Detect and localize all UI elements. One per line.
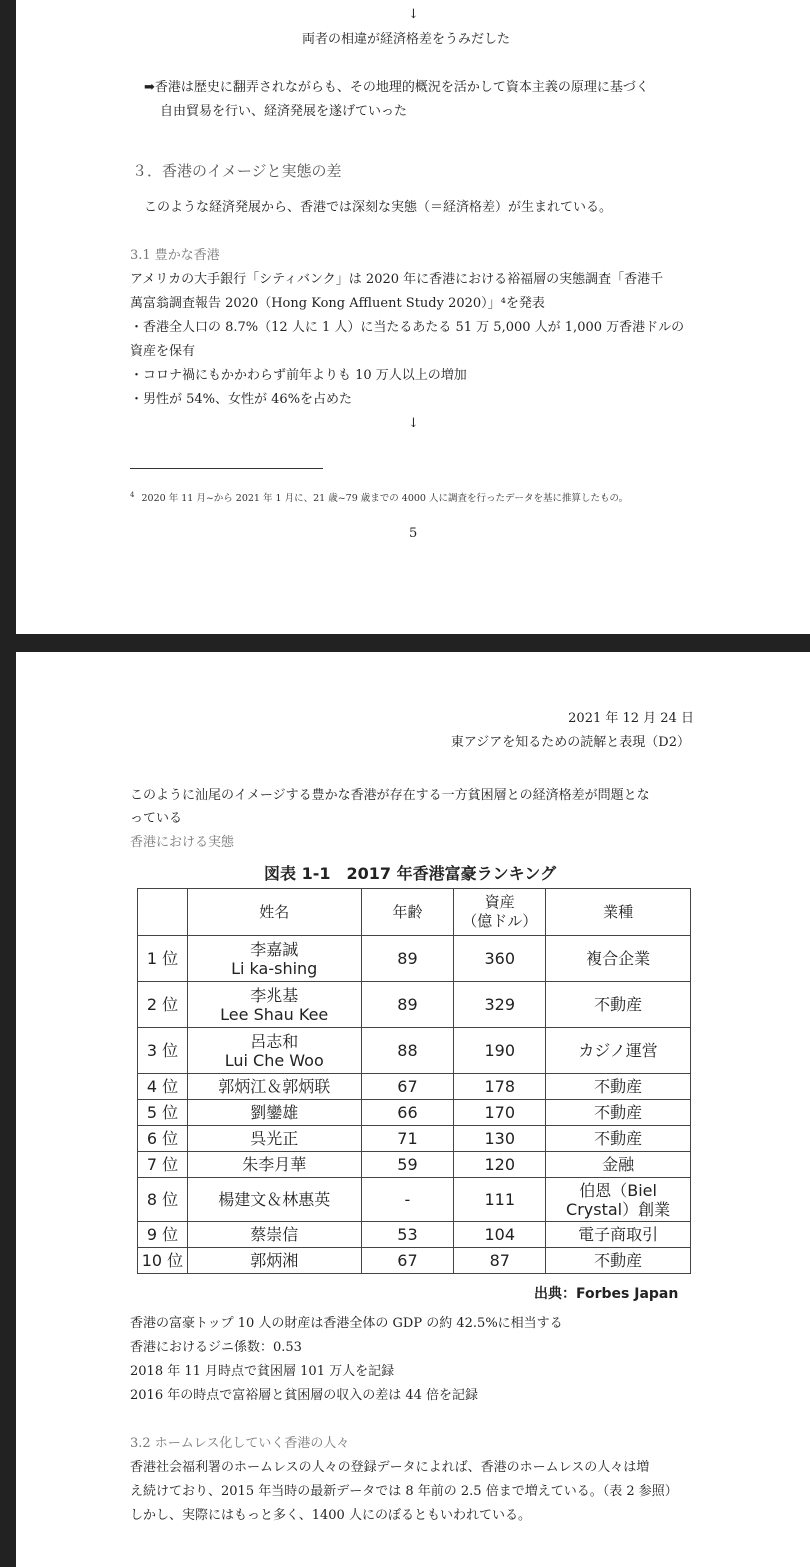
age-cell	[361, 1126, 454, 1152]
rank-cell	[138, 982, 188, 1028]
rank-cell	[138, 1126, 188, 1152]
name-cell-text: 郭炳湘	[250, 1251, 299, 1270]
age-cell-text: 71	[397, 1129, 418, 1148]
age-cell-text: 89	[397, 995, 418, 1014]
name-cell	[187, 1178, 361, 1222]
bullet-line-1: ➡香港は歴史に翻弄されながらも、その地理的概況を活かして資本主義の原理に基づく	[144, 80, 649, 95]
assets-cell	[454, 1222, 546, 1248]
bullet-item: ・香港全人口の 8.7%（12 人に 1 人）に当たるあたる 51 万 5,000 人が 1,000 万香港ドルの	[130, 320, 685, 335]
document-page-6	[16, 652, 810, 1567]
paragraph-line: 香港社会福利署のホームレスの人々の登録データによれば、香港のホームレスの人々は増	[130, 1460, 650, 1475]
name-cell	[187, 1222, 361, 1248]
header-assets	[454, 889, 546, 936]
industry-cell	[546, 936, 691, 982]
name-cell	[187, 1100, 361, 1126]
rank-cell-text: 9 位	[146, 1225, 179, 1244]
name-cell-text: 呂志和	[250, 1031, 299, 1051]
industry-cell	[546, 1100, 691, 1126]
age-cell	[361, 1152, 454, 1178]
section-3-heading: ３．香港のイメージと実態の差	[132, 162, 342, 180]
industry-cell-text: カジノ運営	[578, 1041, 658, 1060]
industry-cell	[546, 1074, 691, 1100]
header-industry: 業種	[546, 889, 691, 936]
table-row	[138, 1248, 691, 1274]
industry-cell-text: 金融	[602, 1155, 635, 1174]
header-assets-line2: （億ドル）	[462, 912, 538, 930]
footnote-mark: 4	[130, 491, 135, 499]
age-cell-text: 66	[397, 1103, 418, 1122]
assets-cell-text: 130	[484, 1129, 516, 1148]
age-cell	[361, 1028, 454, 1074]
rank-cell	[138, 1222, 188, 1248]
rank-cell-text: 7 位	[146, 1155, 179, 1174]
name-cell-text-line2: Lui Che Woo	[224, 1050, 324, 1070]
rank-cell-text: 6 位	[146, 1129, 179, 1148]
header-date: 2021 年 12 月 24 日	[568, 711, 694, 726]
age-cell	[361, 1178, 454, 1222]
fact-line: 香港の富豪トップ 10 人の財産は香港全体の GDP の約 42.5%に相当する	[130, 1316, 563, 1331]
age-cell-text: 89	[397, 949, 418, 968]
age-cell	[361, 1074, 454, 1100]
bullet-line-2: 自由貿易を行い、経済発展を遂げていった	[160, 104, 408, 119]
bullet-item-cont: 資産を保有	[130, 344, 196, 359]
footnote	[130, 486, 628, 508]
rank-cell	[138, 936, 188, 982]
name-cell-text: 李兆基	[250, 985, 299, 1005]
age-cell-text: 67	[397, 1077, 418, 1096]
assets-cell-text: 360	[484, 949, 516, 968]
fact-line: 2018 年 11 月時点で貧困層 101 万人を記録	[130, 1364, 395, 1379]
name-cell-text: 楊建文＆林惠英	[218, 1190, 331, 1209]
age-cell-text: 67	[397, 1251, 418, 1270]
age-cell-text: 53	[397, 1225, 418, 1244]
name-cell-text: 李嘉誠	[250, 939, 299, 959]
table-row	[138, 1178, 691, 1222]
footnote-text: 2020 年 11 月~から 2021 年 1 月に、21 歳~79 歳までの 4000 人に調査を行ったデータを基に推算したもの。	[141, 493, 629, 505]
intro-line-2: っている	[130, 811, 183, 826]
industry-cell	[546, 1248, 691, 1274]
age-cell-text: 59	[397, 1155, 418, 1174]
name-cell-text: 劉鑾雄	[250, 1103, 299, 1122]
down-arrow-icon: ↓	[408, 7, 419, 22]
bullet-item: ・コロナ禍にもかかわらず前年よりも 10 万人以上の増加	[130, 368, 467, 383]
rank-cell-text: 1 位	[146, 949, 179, 968]
age-cell	[361, 1248, 454, 1274]
name-cell	[187, 1074, 361, 1100]
rank-cell-text: 8 位	[146, 1190, 179, 1209]
table-row	[138, 1074, 691, 1100]
assets-cell-text: 87	[489, 1251, 510, 1270]
industry-cell	[546, 1222, 691, 1248]
table-row	[138, 1100, 691, 1126]
paragraph-line: しかし、実際にはもっと多く、1400 人にのぼるともいわれている。	[130, 1508, 531, 1523]
age-cell-text: -	[404, 1190, 411, 1209]
subsection-3-1-heading: 3.1 豊かな香港	[130, 248, 220, 263]
industry-cell	[546, 1178, 691, 1222]
industry-cell-text: 不動産	[594, 1129, 643, 1148]
age-cell	[361, 1222, 454, 1248]
assets-cell	[454, 982, 546, 1028]
name-cell-text: 呉光正	[250, 1129, 299, 1148]
rank-cell	[138, 1178, 188, 1222]
rank-cell-text: 10 位	[141, 1251, 184, 1270]
name-cell	[187, 982, 361, 1028]
rank-cell-text: 4 位	[146, 1077, 179, 1096]
name-cell-text-line2: Lee Shau Kee	[220, 1004, 329, 1024]
age-cell	[361, 936, 454, 982]
industry-cell-text: 複合企業	[586, 949, 651, 968]
header-age: 年齢	[361, 889, 454, 936]
assets-cell	[454, 936, 546, 982]
down-arrow-icon: ↓	[408, 416, 419, 431]
table-row	[138, 1028, 691, 1074]
name-cell-text-line2: Li ka-shing	[231, 958, 318, 978]
table-row	[138, 982, 691, 1028]
fact-line: 香港におけるジニ係数：0.53	[130, 1340, 302, 1355]
paragraph-line: え続けており、2015 年当時の最新データでは 8 年前の 2.5 倍まで増えている。（表 2 参照）	[130, 1484, 678, 1499]
industry-cell	[546, 982, 691, 1028]
header-assets-line1: 資産	[484, 893, 515, 911]
assets-cell	[454, 1126, 546, 1152]
assets-cell-text: 120	[484, 1155, 516, 1174]
name-cell	[187, 936, 361, 982]
rank-cell-text: 5 位	[146, 1103, 179, 1122]
rank-cell-text: 3 位	[146, 1041, 179, 1060]
table-row	[138, 1222, 691, 1248]
assets-cell-text: 329	[484, 995, 516, 1014]
name-cell-text: 郭炳江＆郭炳联	[218, 1077, 331, 1096]
assets-cell-text: 104	[484, 1225, 516, 1244]
table-source: 出典：Forbes Japan	[534, 1286, 679, 1302]
table-row	[138, 1152, 691, 1178]
industry-cell-text: 伯恩（Biel	[579, 1180, 657, 1200]
rank-cell	[138, 1028, 188, 1074]
fact-line: 2016 年の時点で富裕層と貧困層の収入の差は 44 倍を記録	[130, 1388, 479, 1403]
header-name: 姓名	[187, 889, 361, 936]
name-cell-text: 蔡崇信	[250, 1225, 299, 1244]
header-rank	[138, 889, 188, 936]
industry-cell-text-line2: Crystal）創業	[566, 1199, 671, 1219]
intro-line-1: このように汕尾のイメージする豊かな香港が存在する一方貧困層との経済格差が問題とな	[130, 788, 650, 803]
assets-cell	[454, 1178, 546, 1222]
assets-cell-text: 111	[484, 1190, 516, 1209]
rank-cell-text: 2 位	[146, 995, 179, 1014]
assets-cell-text: 178	[484, 1077, 516, 1096]
age-cell	[361, 1100, 454, 1126]
table-title: 図表 1-1 2017 年香港富豪ランキング	[264, 864, 557, 883]
rank-cell	[138, 1248, 188, 1274]
name-cell	[187, 1028, 361, 1074]
industry-cell	[546, 1152, 691, 1178]
rank-cell	[138, 1152, 188, 1178]
assets-cell	[454, 1100, 546, 1126]
wealth-ranking-table	[137, 888, 691, 1274]
table-row	[138, 1126, 691, 1152]
industry-cell	[546, 1028, 691, 1074]
footnote-divider	[130, 468, 323, 469]
assets-cell	[454, 1074, 546, 1100]
name-cell	[187, 1248, 361, 1274]
paragraph-line: アメリカの大手銀行「シティバンク」は 2020 年に香港における裕福層の実態調査「香港千	[130, 272, 664, 287]
industry-cell-text: 不動産	[594, 1103, 643, 1122]
bullet-item: ・男性が 54%、女性が 46%を占めた	[130, 392, 353, 407]
name-cell	[187, 1152, 361, 1178]
table-header-row	[138, 889, 691, 936]
conclusion-line: 両者の相違が経済格差をうみだした	[302, 32, 511, 47]
industry-cell-text: 不動産	[594, 1251, 643, 1270]
paragraph-line: 萬富翁調査報告 2020（Hong Kong Affluent Study 2020）」⁴を発表	[130, 296, 545, 311]
rank-cell	[138, 1074, 188, 1100]
subsection-3-2-heading: 3.2 ホームレス化していく香港の人々	[130, 1436, 350, 1451]
assets-cell	[454, 1152, 546, 1178]
age-cell-text: 88	[397, 1041, 418, 1060]
assets-cell-text: 190	[484, 1041, 516, 1060]
page-number: 5	[409, 526, 418, 541]
section-3-intro: このような経済発展から、香港では深刻な実態（＝経済格差）が生まれている。	[144, 200, 613, 215]
industry-cell-text: 不動産	[594, 995, 643, 1014]
header-course: 東アジアを知るための読解と表現（D2）	[450, 735, 690, 750]
rank-cell	[138, 1100, 188, 1126]
table-row	[138, 936, 691, 982]
name-cell-text: 朱李月華	[242, 1155, 307, 1174]
name-cell	[187, 1126, 361, 1152]
industry-cell-text: 不動産	[594, 1077, 643, 1096]
industry-cell-text: 電子商取引	[578, 1225, 659, 1244]
industry-cell	[546, 1126, 691, 1152]
assets-cell	[454, 1028, 546, 1074]
assets-cell-text: 170	[484, 1103, 516, 1122]
document-page-5	[16, 0, 810, 634]
age-cell	[361, 982, 454, 1028]
assets-cell	[454, 1248, 546, 1274]
reality-label: 香港における実態	[130, 835, 235, 850]
